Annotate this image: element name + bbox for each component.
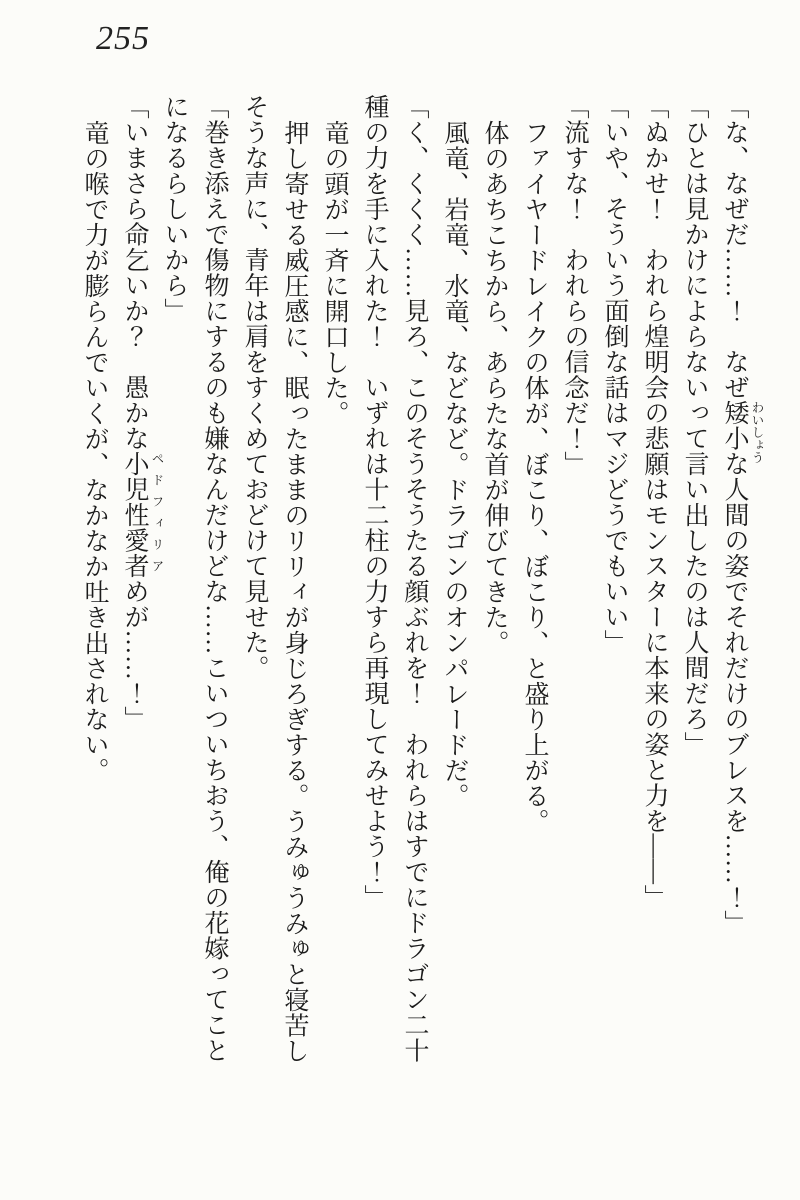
text-line bbox=[394, 94, 434, 1124]
ruby-group bbox=[721, 400, 764, 464]
text-line bbox=[314, 94, 354, 1124]
line-text: めが……！」 bbox=[121, 578, 148, 732]
text-line bbox=[354, 94, 394, 1124]
line-text: 体のあちこちから、あらたな首が伸びてきた。 bbox=[481, 120, 508, 656]
text-line bbox=[274, 94, 314, 1124]
ruby-base: 小児性愛者 bbox=[121, 451, 148, 579]
text-line bbox=[474, 94, 514, 1124]
text-line bbox=[74, 94, 114, 1124]
line-text: 風竜、岩竜、水竜、などなど。ドラゴンのオンパレードだ。 bbox=[441, 120, 468, 809]
line-text: な人間の姿でそれだけのブレスを……！」 bbox=[721, 451, 748, 936]
text-line bbox=[514, 94, 554, 1124]
line-text: 竜の頭が一斉に開口した。 bbox=[321, 120, 348, 426]
line-text: 「ぬかせ！ われら煌明会の悲願はモンスターに本来の姿と力を——」 bbox=[641, 94, 668, 910]
furigana: わいしょう bbox=[750, 401, 764, 464]
text-line bbox=[114, 94, 164, 1124]
line-text: 「ひとは見かけによらないって言い出したのは人間だろ」 bbox=[681, 94, 708, 757]
line-text: ファイヤードレイクの体が、ぼこり、ぼこり、と盛り上がる。 bbox=[521, 120, 548, 834]
line-text: 「巻き添えで傷物にするのも嫌なんだけどな……こいついちおう、俺の花嫁ってこと bbox=[201, 94, 228, 1063]
furigana: ペドフィリア bbox=[150, 452, 164, 581]
line-text: 「いまさら命乞いか？ 愚かな bbox=[121, 94, 148, 451]
ruby-group bbox=[121, 451, 164, 581]
line-text: 種の力を手に入れた！ いずれは十二柱の力すら再現してみせよう！」 bbox=[361, 94, 388, 910]
text-line bbox=[594, 94, 634, 1124]
line-text: 「な、なぜだ……！ なぜ bbox=[721, 94, 748, 400]
text-line bbox=[714, 94, 764, 1124]
text-line bbox=[434, 94, 474, 1124]
text-block bbox=[74, 94, 764, 1124]
text-line bbox=[234, 94, 274, 1124]
line-text: になるらしいから」 bbox=[161, 94, 188, 324]
text-line bbox=[674, 94, 714, 1124]
ruby-base: 矮小 bbox=[721, 400, 748, 451]
text-line bbox=[194, 94, 234, 1124]
line-text: 竜の喉で力が膨らんでいくが、なかなか吐き出されない。 bbox=[81, 120, 108, 783]
page-number: 255 bbox=[96, 20, 150, 57]
line-text: 「く、くくく……見ろ、このそうそうたる顔ぶれを！ われらはすでにドラゴン二十 bbox=[401, 94, 428, 1063]
text-line bbox=[154, 94, 194, 1124]
text-line bbox=[554, 94, 594, 1124]
line-text: 「流すな！ われらの信念だ！」 bbox=[561, 94, 588, 477]
line-text: 押し寄せる威圧感に、眠ったままのリリィが身じろぎする。うみゅうみゅと寝苦し bbox=[281, 120, 308, 1064]
line-text: 「いや、そういう面倒な話はマジどうでもいい」 bbox=[601, 94, 628, 655]
line-text: そうな声に、青年は肩をすくめておどけて見せた。 bbox=[241, 94, 268, 681]
text-line bbox=[634, 94, 674, 1124]
